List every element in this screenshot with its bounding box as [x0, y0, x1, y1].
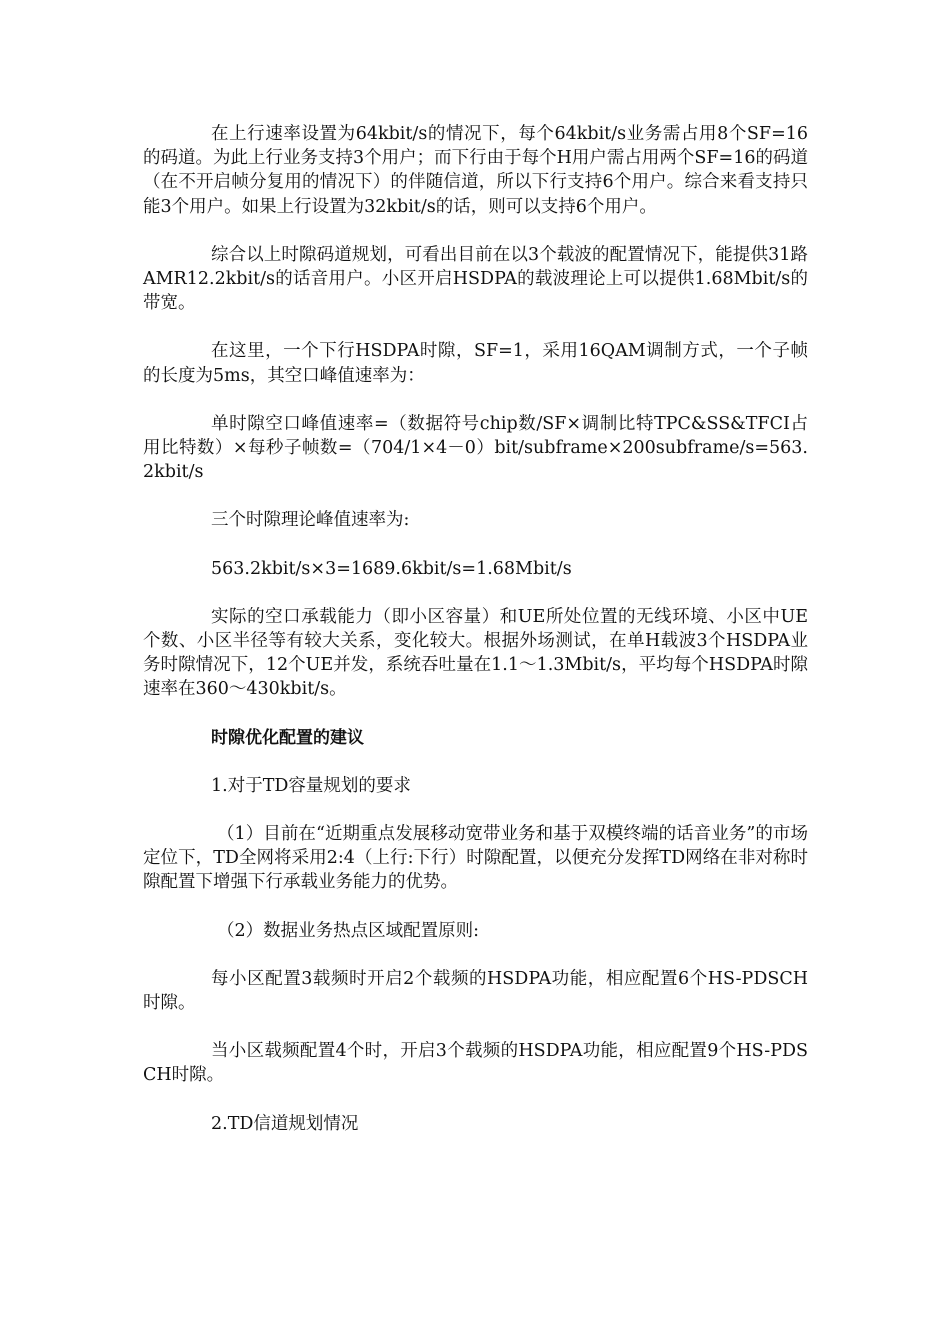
paragraph-three-slot-rate-value: 563.2kbit/s×3=1689.6kbit/s=1.68Mbit/s — [211, 558, 572, 579]
paragraph-three-slot-rate-label: 三个时隙理论峰值速率为: — [211, 510, 410, 531]
paragraph-four-carrier-config: 当小区载频配置4个时，开启3个载频的HSDPA功能，相应配置9个HS-PDSCH时隙。 — [143, 1041, 808, 1086]
document-body — [143, 122, 808, 1160]
paragraph-three-carrier-config: 每小区配置3载频时开启2个载频的HSDPA功能，相应配置6个HS-PDSCH时隙。 — [143, 968, 808, 1014]
paragraph-timeslot-summary: 综合以上时隙码道规划，可看出目前在以3个载波的配置情况下，能提供31路AMR12.2kbit/s的话音用户。小区开启HSDPA的载波理论上可以提供1.68Mbit/s的带宽。 — [143, 244, 808, 314]
subheading-td-capacity-planning: 1.对于TD容量规划的要求 — [211, 775, 411, 796]
paragraph-air-capacity: 实际的空口承载能力（即小区容量）和UE所处位置的无线环境、小区中UE个数、小区半径等有较大关系，变化较大。根据外场测试，在单H载波3个HSDPA业务时隙情况下，12个UE并发，系统吞吐量在1.1～1.3Mbit/s，平均每个HSDPA时隙速率在360～430kbit/s。 — [143, 606, 808, 700]
paragraph-hsdpa-timeslot: 在这里，一个下行HSDPA时隙，SF=1，采用16QAM调制方式，一个子帧的长度为5ms，其空口峰值速率为： — [143, 341, 808, 386]
paragraph-peak-rate-formula: 单时隙空口峰值速率=（数据符号chip数/SF×调制比特TPC&SS&TFCI占用比特数）×每秒子帧数=（704/1×4－0）bit/subframe×200subframe/s=563.2kbit/s — [143, 413, 808, 483]
subheading-td-channel-planning: 2.TD信道规划情况 — [211, 1113, 359, 1134]
paragraph-hotspot-principle: （2）数据业务热点区域配置原则: — [217, 920, 480, 941]
paragraph-market-positioning: （1）目前在“近期重点发展移动宽带业务和基于双模终端的话音业务”的市场定位下，TD全网将采用2:4（上行:下行）时隙配置，以便充分发挥TD网络在非对称时隙配置下增强下行承载业务能力的优势。 — [143, 824, 808, 893]
section-heading-timeslot-optimization: 时隙优化配置的建议 — [211, 727, 364, 748]
paragraph-uplink-rate: 在上行速率设置为64kbit/s的情况下，每个64kbit/s业务需占用8个SF=16的码道。为此上行业务支持3个用户；而下行由于每个H用户需占用两个SF=16的码道（在不开启帧分复用的情况下）的伴随信道，所以下行支持6个用户。综合来看支持只能3个用户。如果上行设置为32kbit/s的话，则可以支持6个用户。 — [143, 124, 808, 217]
